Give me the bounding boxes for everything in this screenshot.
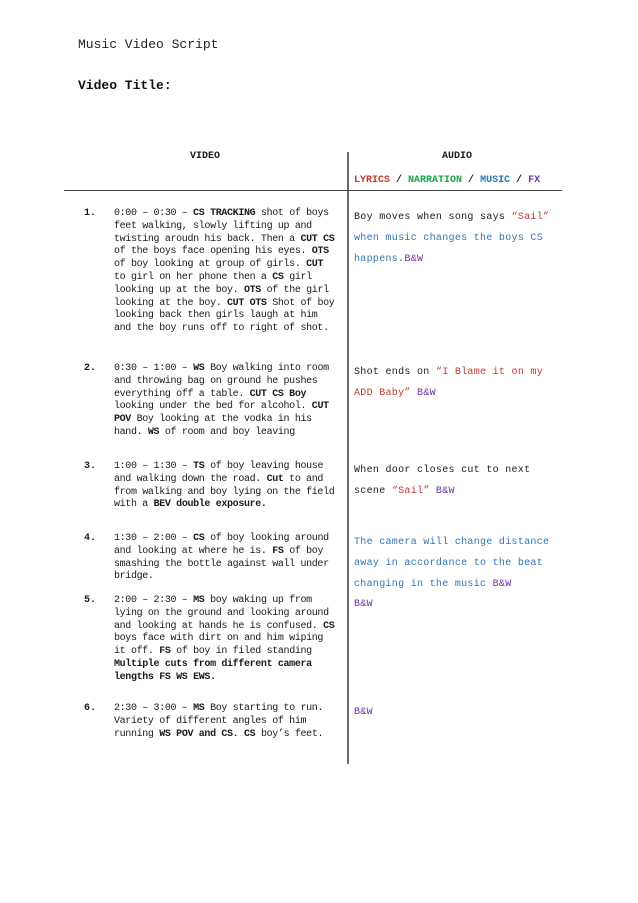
shot-keyword: WS <box>147 426 160 438</box>
video-column-header: VIDEO <box>189 151 220 162</box>
legend-music: MUSIC <box>480 175 511 186</box>
audio-cue-fx: B&W <box>404 253 424 265</box>
text-run: Shot ends on <box>354 367 436 378</box>
text-run: of boy looking at group of girls. <box>114 259 307 271</box>
text-run: boys face with dirt on and him wiping it off. <box>114 633 324 658</box>
text-run: to girl on her phone then a <box>114 271 273 283</box>
shot-keyword: CS <box>272 271 284 283</box>
shot-keyword: FS <box>272 545 284 557</box>
document-label: Music Video Script <box>78 37 219 52</box>
shot-keyword: Multiple cuts from different camera lengths FS WS EWS. <box>114 658 312 683</box>
legend-narration: NARRATION <box>408 175 463 186</box>
shot-keyword: MS <box>193 595 205 606</box>
shot-keyword: CS <box>244 728 256 740</box>
shot-keyword: CUT <box>306 259 324 271</box>
shot-keyword: CUT CS Boy <box>249 388 307 400</box>
audio-cue-music: when music changes the boys CS happens. <box>354 232 544 265</box>
text-run: looking under the bed for alcohol. <box>114 401 312 413</box>
text-run: girl looking up at the boy. <box>114 271 312 296</box>
shot-keyword: CS <box>323 620 335 632</box>
shot-keyword: CUT OTS <box>227 297 267 309</box>
header-divider <box>64 190 562 191</box>
audio-cue-fx: B&W <box>429 485 455 497</box>
shot-number: 3. <box>84 461 97 472</box>
shot-video-description <box>114 533 340 584</box>
shot-keyword: WS <box>193 363 205 374</box>
audio-cue-lyrics: “Sail” <box>391 485 430 497</box>
column-divider <box>347 152 349 764</box>
audio-cue-lyrics: “I Blame it on my ADD Baby” <box>354 367 544 399</box>
audio-legend <box>354 175 540 186</box>
text-run: to and from walking and boy lying on the field with a <box>114 473 335 511</box>
shot-video-description <box>114 595 340 685</box>
shot-audio-description <box>354 533 562 595</box>
text-run: shot of boys feet walking, slowly lifting up and twisting aroudn his back. Then a <box>114 208 329 245</box>
text-run: of the girl looking at the boy. <box>114 284 329 309</box>
text-run: of boy in filed standing <box>170 646 312 658</box>
shot-keyword: Cut <box>266 473 284 485</box>
text-run: Boy moves when song says <box>354 212 512 223</box>
text-run: 2:30 – 3:00 – <box>114 703 194 714</box>
audio-cue-music: The camera will change distance away in accordance to the beat changing in the music <box>354 537 550 590</box>
text-run: 1:00 – 1:30 – <box>114 461 194 472</box>
text-run: Boy looking at the vodka in his hand. <box>114 414 312 438</box>
text-run: 0:30 – 1:00 – <box>114 363 194 374</box>
shot-keyword: OTS <box>243 284 261 296</box>
shot-video-description <box>114 208 340 336</box>
text-run: 2:00 – 2:30 – <box>114 595 194 606</box>
text-run: boy’s feet. <box>255 728 324 740</box>
shot-keyword: MS <box>193 703 205 714</box>
text-run: Boy starting to run. Variety of different angles of him running <box>114 703 324 740</box>
text-run: 0:00 – 0:30 – <box>114 208 194 219</box>
shot-video-description <box>114 461 340 512</box>
text-run: boy waking up from lying on the ground and looking around and looking at hands he is confused. <box>114 595 329 632</box>
text-run: Boy walking into room and throwing bag on ground he pushes everything off a table. <box>114 363 329 400</box>
text-run: of boy leaving house and walking down the road. <box>114 461 324 485</box>
audio-cue-fx: B&W <box>354 707 373 718</box>
shot-keyword: FS <box>159 646 171 658</box>
legend-separator: / <box>462 175 481 186</box>
shot-number: 2. <box>84 363 97 374</box>
shot-audio-description <box>354 703 562 724</box>
shot-number: 1. <box>84 208 97 219</box>
shot-number: 6. <box>84 703 97 714</box>
shot-keyword: BEV double exposure. <box>153 499 267 511</box>
shot-keyword: TS <box>193 461 205 472</box>
shot-audio-description <box>354 461 562 503</box>
shot-number: 4. <box>84 533 97 544</box>
shot-number: 5. <box>84 595 97 606</box>
legend-separator: / <box>510 175 529 186</box>
shot-keyword: CUT CS <box>300 233 335 245</box>
shot-audio-description <box>354 363 562 405</box>
shot-keyword: OTS <box>311 246 329 258</box>
shot-keyword: CS TRACKING <box>193 208 256 219</box>
legend-separator: / <box>390 175 409 186</box>
shot-video-description <box>114 703 340 741</box>
legend-fx: FX <box>528 175 541 186</box>
audio-cue-fx: B&W <box>492 578 512 590</box>
video-title: Video Title: <box>78 78 172 93</box>
audio-cue-fx: B&W <box>354 599 373 610</box>
text-run: of the boys face opening his eyes. <box>114 246 312 258</box>
text-run: When door closes cut to next scene <box>354 465 531 497</box>
text-run: of room and boy leaving <box>159 426 295 438</box>
text-run: of boy smashing the bottle against wall under bridge. <box>114 545 329 583</box>
shot-keyword: CS <box>193 533 205 544</box>
audio-cue-fx: B&W <box>410 387 436 399</box>
legend-lyrics: LYRICS <box>354 175 391 186</box>
shot-video-description <box>114 363 340 440</box>
shot-keyword: WS POV and CS. <box>159 728 239 740</box>
audio-cue-lyrics: “Sail” <box>511 212 550 223</box>
text-run: of boy looking around and looking at where he is. <box>114 533 329 557</box>
shot-audio-description <box>354 208 562 270</box>
text-run: 1:30 – 2:00 – <box>114 533 194 544</box>
text-run: Shot of boy looking back then girls laugh at him and the boy runs off to right of shot. <box>114 297 335 335</box>
shot-keyword: CUT POV <box>114 401 329 426</box>
audio-column-header: AUDIO <box>441 151 472 162</box>
shot-audio-description <box>354 595 562 616</box>
